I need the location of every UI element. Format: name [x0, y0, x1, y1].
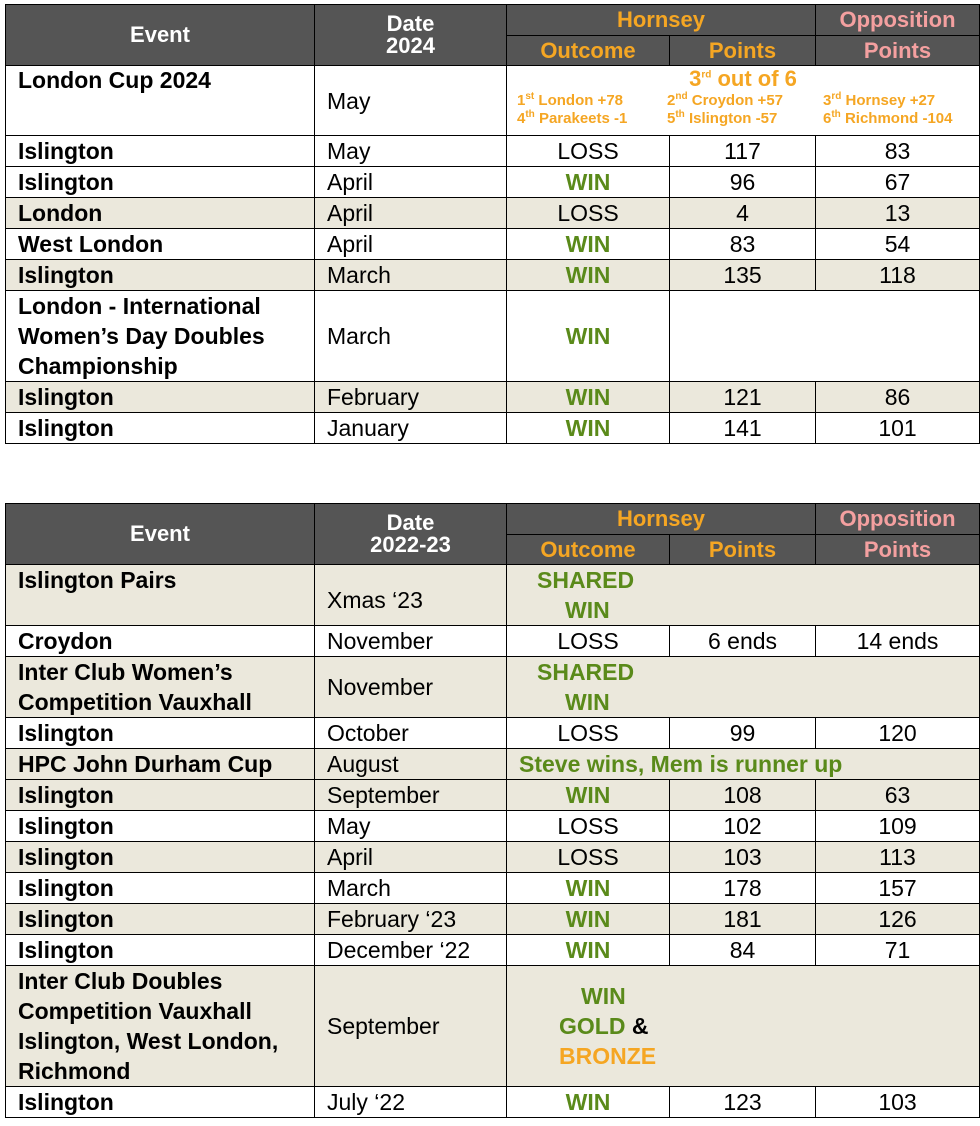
- event-cell: Inter Club Women’s Competition Vauxhall: [6, 657, 315, 718]
- points-cell: 117: [670, 136, 816, 167]
- table-row: [6, 66, 980, 136]
- cup-standings-cell: [507, 66, 980, 136]
- header-date-line1: Date: [386, 11, 435, 36]
- event-cell: Islington: [6, 413, 315, 444]
- outcome-cell: WIN: [507, 291, 670, 382]
- results-table-2024: [5, 4, 980, 444]
- opp-points-cell: 118: [816, 260, 980, 291]
- event-cell: London: [6, 198, 315, 229]
- standing-item: 6th Richmond -104: [823, 109, 953, 127]
- table-row: [6, 718, 980, 749]
- date-cell: December ‘22: [315, 935, 507, 966]
- date-cell: July ‘22: [315, 1087, 507, 1118]
- table-row: [6, 167, 980, 198]
- header-opp-points: Points: [816, 535, 980, 565]
- table-row: [6, 749, 980, 780]
- points-cell: 123: [670, 1087, 816, 1118]
- date-cell: March: [315, 873, 507, 904]
- event-cell: Islington: [6, 1087, 315, 1118]
- results-table-2022-23: [5, 503, 980, 1118]
- opp-points-cell: 126: [816, 904, 980, 935]
- opp-points-cell: 63: [816, 780, 980, 811]
- date-cell: April: [315, 167, 507, 198]
- outcome-cell: WIN: [507, 260, 670, 291]
- table-row: [6, 780, 980, 811]
- header-hornsey: Hornsey: [507, 5, 816, 36]
- opp-points-cell: 103: [816, 1087, 980, 1118]
- event-cell: HPC John Durham Cup: [6, 749, 315, 780]
- outcome-cell: LOSS: [507, 626, 670, 657]
- opp-points-cell: 101: [816, 413, 980, 444]
- outcome-cell: WIN: [507, 167, 670, 198]
- header-points: Points: [670, 535, 816, 565]
- points-cell: 135: [670, 260, 816, 291]
- date-cell: October: [315, 718, 507, 749]
- date-cell: April: [315, 842, 507, 873]
- date-cell: November: [315, 657, 507, 718]
- date-cell: September: [315, 780, 507, 811]
- event-cell: Inter Club Doubles Competition Vauxhall Islington, West London, Richmond: [6, 966, 315, 1087]
- outcome-cell: LOSS: [507, 811, 670, 842]
- table-row: [6, 382, 980, 413]
- points-cell: 84: [670, 935, 816, 966]
- date-cell: February ‘23: [315, 904, 507, 935]
- outcome-cell: LOSS: [507, 198, 670, 229]
- header-date: [315, 5, 507, 66]
- outcome-cell: LOSS: [507, 842, 670, 873]
- outcome-cell: WIN: [507, 413, 670, 444]
- outcome-cell: SHARED WIN: [507, 657, 980, 718]
- date-cell: March: [315, 291, 507, 382]
- event-cell: Islington: [6, 811, 315, 842]
- points-cell: 96: [670, 167, 816, 198]
- table-row: [6, 565, 980, 626]
- table-row: [6, 904, 980, 935]
- header-date: [315, 504, 507, 565]
- outcome-cell: LOSS: [507, 136, 670, 167]
- header-event: Event: [6, 504, 315, 565]
- date-cell: March: [315, 260, 507, 291]
- standing-item: 4th Parakeets -1: [517, 109, 628, 127]
- standing-item: 1st London +78: [517, 91, 624, 109]
- event-cell: Islington: [6, 718, 315, 749]
- points-cell: 121: [670, 382, 816, 413]
- date-cell: August: [315, 749, 507, 780]
- date-cell: April: [315, 229, 507, 260]
- event-cell: Islington: [6, 260, 315, 291]
- opp-points-cell: 120: [816, 718, 980, 749]
- event-cell: London Cup 2024: [6, 66, 315, 136]
- header-outcome: Outcome: [507, 36, 670, 66]
- table-row: [6, 966, 980, 1087]
- event-cell: Islington: [6, 136, 315, 167]
- event-cell: Islington: [6, 382, 315, 413]
- header-date-line2: 2022-23: [370, 532, 451, 557]
- opp-points-cell: 83: [816, 136, 980, 167]
- points-cell: 4: [670, 198, 816, 229]
- date-cell: May: [315, 66, 507, 136]
- table-row: [6, 291, 980, 382]
- points-cell: 181: [670, 904, 816, 935]
- points-cell: 103: [670, 842, 816, 873]
- note-cell: Steve wins, Mem is runner up: [507, 749, 980, 780]
- event-cell: London - International Women’s Day Doubles Championship: [6, 291, 315, 382]
- standing-item: 2nd Croydon +57: [667, 91, 784, 109]
- outcome-cell: WIN: [507, 873, 670, 904]
- header-outcome: Outcome: [507, 535, 670, 565]
- points-cell: 141: [670, 413, 816, 444]
- table-row: [6, 198, 980, 229]
- header-points: Points: [670, 36, 816, 66]
- date-cell: May: [315, 136, 507, 167]
- table-row: [6, 626, 980, 657]
- header-date-line1: Date: [386, 510, 435, 535]
- empty-points-cell: [670, 291, 980, 382]
- outcome-cell: SHARED WIN: [507, 565, 980, 626]
- outcome-cell: WIN: [507, 780, 670, 811]
- event-cell: Islington: [6, 904, 315, 935]
- header-opposition: Opposition: [816, 504, 980, 535]
- outcome-cell: WIN GOLD & BRONZE: [507, 966, 980, 1087]
- table-row: [6, 657, 980, 718]
- date-cell: February: [315, 382, 507, 413]
- opp-points-cell: 67: [816, 167, 980, 198]
- header-opp-points: Points: [816, 36, 980, 66]
- event-cell: Islington: [6, 935, 315, 966]
- event-cell: Islington Pairs: [6, 565, 315, 626]
- table-row: [6, 873, 980, 904]
- points-cell: 108: [670, 780, 816, 811]
- event-cell: Islington: [6, 873, 315, 904]
- opp-points-cell: 157: [816, 873, 980, 904]
- outcome-cell: WIN: [507, 935, 670, 966]
- table-row: [6, 842, 980, 873]
- outcome-cell: WIN: [507, 904, 670, 935]
- opp-points-cell: 86: [816, 382, 980, 413]
- table-row: [6, 413, 980, 444]
- outcome-cell: WIN: [507, 382, 670, 413]
- points-cell: 83: [670, 229, 816, 260]
- date-cell: April: [315, 198, 507, 229]
- event-cell: Islington: [6, 780, 315, 811]
- opp-points-cell: 71: [816, 935, 980, 966]
- opp-points-cell: 109: [816, 811, 980, 842]
- event-cell: West London: [6, 229, 315, 260]
- cup-standings: [507, 92, 979, 128]
- date-cell: Xmas ‘23: [315, 565, 507, 626]
- points-cell: 6 ends: [670, 626, 816, 657]
- points-cell: 99: [670, 718, 816, 749]
- date-cell: September: [315, 966, 507, 1087]
- points-cell: 102: [670, 811, 816, 842]
- standing-item: 3rd Hornsey +27: [823, 91, 936, 109]
- table-row: [6, 260, 980, 291]
- opp-points-cell: 13: [816, 198, 980, 229]
- opp-points-cell: 54: [816, 229, 980, 260]
- cup-rank: 3rd out of 6: [689, 66, 797, 91]
- event-cell: Islington: [6, 167, 315, 198]
- table-row: [6, 935, 980, 966]
- header-opposition: Opposition: [816, 5, 980, 36]
- event-cell: Croydon: [6, 626, 315, 657]
- date-cell: May: [315, 811, 507, 842]
- table-row: [6, 1087, 980, 1118]
- points-cell: 178: [670, 873, 816, 904]
- opp-points-cell: 113: [816, 842, 980, 873]
- date-cell: January: [315, 413, 507, 444]
- outcome-cell: WIN: [507, 229, 670, 260]
- standing-item: 5th Islington -57: [667, 109, 778, 127]
- header-event: Event: [6, 5, 315, 66]
- header-hornsey: Hornsey: [507, 504, 816, 535]
- event-cell: Islington: [6, 842, 315, 873]
- header-date-line2: 2024: [386, 33, 435, 58]
- opp-points-cell: 14 ends: [816, 626, 980, 657]
- table-row: [6, 811, 980, 842]
- outcome-cell: WIN: [507, 1087, 670, 1118]
- table-row: [6, 136, 980, 167]
- date-cell: November: [315, 626, 507, 657]
- outcome-cell: LOSS: [507, 718, 670, 749]
- table-row: [6, 229, 980, 260]
